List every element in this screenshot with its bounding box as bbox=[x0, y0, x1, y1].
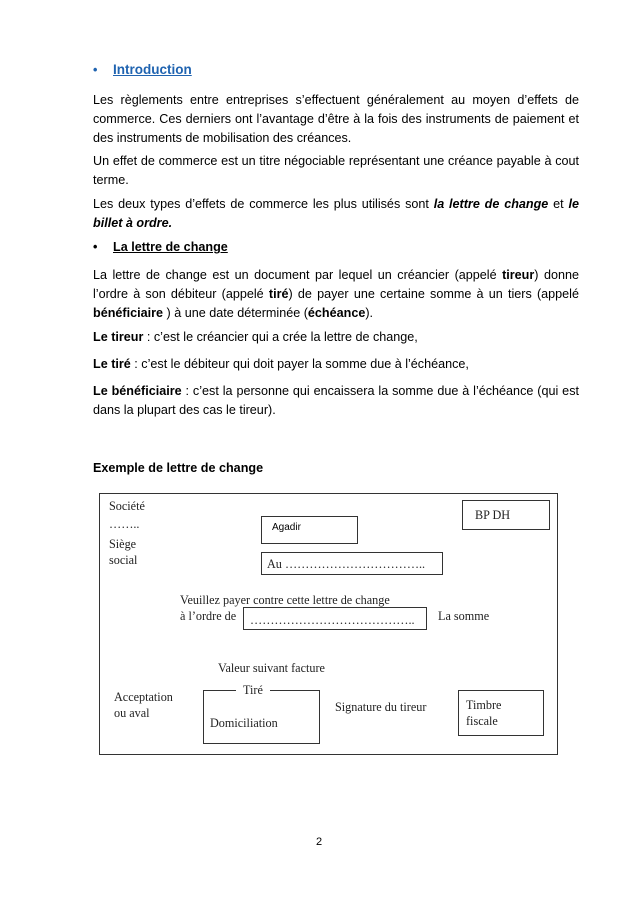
valeur-label: Valeur suivant facture bbox=[218, 661, 325, 675]
fiscale-label: fiscale bbox=[466, 714, 498, 728]
tire-definition: Le tiré : c’est le débiteur qui doit payer la somme due à l’échéance, bbox=[93, 357, 469, 371]
au-label: Au …………………………….. bbox=[267, 557, 426, 571]
agadir-box bbox=[261, 516, 358, 544]
figure-left-border bbox=[99, 493, 100, 755]
lettre-paragraph: La lettre de change est un document par lequel un créancier (appelé tireur) donne l’ordre à son débiteur (appelé tiré) de payer une certaine somme à un tiers (appelé bénéficiaire ) à une date déterminée (échéance). bbox=[93, 268, 579, 320]
acceptation-label: Acceptation bbox=[114, 690, 173, 704]
lettre-title: La lettre de change bbox=[113, 240, 228, 254]
societe-label: Société bbox=[109, 499, 145, 513]
tireur-definition: Le tireur : c’est le créancier qui a crée la lettre de change, bbox=[93, 330, 418, 344]
intro-paragraph-2: Un effet de commerce est un titre négociable représentant une créance payable à cout terme. bbox=[93, 154, 579, 187]
beneficiaire-definition: Le bénéficiaire : c’est la personne qui encaissera la somme due à l’échéance (qui est dans la plupart des cas le tireur). bbox=[93, 384, 579, 417]
term-lettre-de-change: la lettre de change bbox=[433, 197, 549, 211]
agadir-label: Agadir bbox=[272, 522, 301, 533]
veuillez-line-2: à l’ordre de bbox=[180, 609, 237, 623]
tire-label: Tiré bbox=[236, 683, 270, 697]
au-box bbox=[261, 552, 443, 575]
figure-right-border bbox=[557, 493, 558, 755]
bp-dh-box bbox=[462, 500, 550, 530]
bp-dh-label: BP DH bbox=[475, 508, 511, 522]
bullet-icon: • bbox=[93, 63, 98, 77]
intro-paragraph-3: Les deux types d’effets de commerce les plus utilisés sont la lettre de change et le billet à ordre. bbox=[93, 197, 579, 230]
societe-dots: …….. bbox=[109, 517, 140, 531]
figure-top-border bbox=[99, 493, 558, 494]
page-number: 2 bbox=[315, 836, 323, 848]
figure-bottom-border bbox=[99, 754, 558, 755]
example-title: Exemple de lettre de change bbox=[93, 461, 264, 475]
domiciliation-label: Domiciliation bbox=[210, 716, 278, 730]
siege-label: Siège bbox=[109, 537, 137, 551]
intro-title: Introduction bbox=[113, 62, 192, 77]
veuillez-line-1: Veuillez payer contre cette lettre de change bbox=[180, 593, 390, 607]
aval-label: ou aval bbox=[114, 706, 150, 720]
timbre-box bbox=[458, 690, 544, 736]
ordre-box bbox=[243, 607, 427, 630]
term-billet-a-ordre: le billet à ordre bbox=[93, 197, 579, 230]
bullet-icon: • bbox=[93, 240, 98, 254]
social-label: social bbox=[109, 553, 138, 567]
intro-paragraph-1: Les règlements entre entreprises s’effectuent généralement au moyen d’effets de commerce. Ces derniers ont l’avantage d’être à la fois des instruments de paiement et des instruments de mobilisation des créances. bbox=[93, 93, 579, 145]
la-somme-label: La somme bbox=[438, 609, 490, 623]
lettre-heading bbox=[93, 238, 228, 257]
ordre-dots: ………………………………….. bbox=[250, 613, 415, 627]
signature-label: Signature du tireur bbox=[335, 700, 427, 714]
timbre-label: Timbre bbox=[466, 698, 502, 712]
intro-heading bbox=[93, 60, 192, 80]
